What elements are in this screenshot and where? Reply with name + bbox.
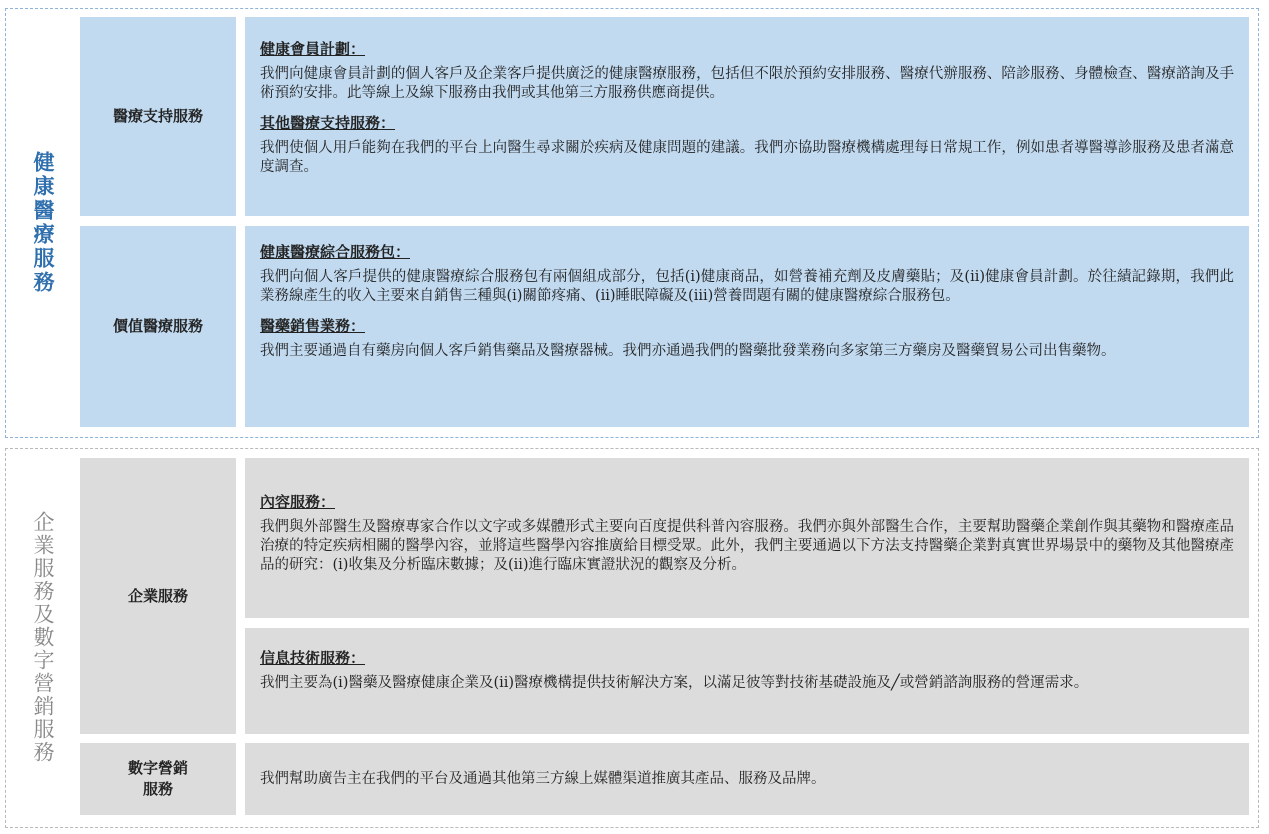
block-heading: 其他醫療支持服務：	[260, 114, 396, 132]
row-content-value-medical	[245, 226, 1249, 427]
block-heading: 醫藥銷售業務：	[260, 317, 366, 335]
block-text: 我們向健康會員計劃的個人客戶及企業客戶提供廣泛的健康醫療服務，包括但不限於預約安排服務、醫療代辦服務、陪診服務、身體檢查、醫療諮詢及手術預約安排。此等線上及線下服務由我們或其他第三方服務供應商提供。	[260, 66, 1234, 101]
row-content-it-services	[245, 628, 1249, 734]
row-label-value-medical: 價值醫療服務	[80, 226, 236, 427]
block-text: 我們主要通過自有藥房向個人客戶銷售藥品及醫療器械。我們亦通過我們的醫藥批發業務向多家第三方藥房及醫藥貿易公司出售藥物。	[260, 343, 1116, 359]
row-label-digital-marketing	[80, 743, 236, 815]
block-text: 我們向個人客戶提供的健康醫療綜合服務包有兩個組成部分，包括(i)健康商品，如營養補充劑及皮膚藥貼；及(ii)健康會員計劃。於往績記錄期，我們此業務線產生的收入主要來自銷售三種與(i)關節疼痛、(ii)睡眠障礙及(iii)營養問題有關的健康醫療綜合服務包。	[260, 269, 1234, 304]
block-text: 我們主要為(i)醫藥及醫療健康企業及(ii)醫療機構提供技術解決方案，以滿足彼等對技術基礎設施及╱或營銷諮詢服務的營運需求。	[260, 675, 1089, 691]
section-title-enterprise: 企業服務及數字營銷服務	[31, 511, 55, 764]
block-text: 我們幫助廣告主在我們的平台及通過其他第三方線上媒體渠道推廣其產品、服務及品牌。	[260, 770, 826, 787]
block-heading: 信息技術服務：	[260, 649, 366, 667]
label-line: 服務	[142, 780, 173, 798]
row-content-digital-marketing	[245, 743, 1249, 815]
label-line: 數字營銷	[127, 759, 188, 777]
row-label-medical-support: 醫療支持服務	[80, 17, 236, 216]
block-heading: 健康會員計劃：	[260, 40, 366, 58]
row-content-medical-support	[245, 17, 1249, 216]
section-title-health: 健康醫療服務	[31, 150, 56, 295]
block-heading: 健康醫療綜合服務包：	[260, 243, 411, 261]
block-text: 我們與外部醫生及醫療專家合作以文字或多媒體形式主要向百度提供科普內容服務。我們亦與外部醫生合作，主要幫助醫藥企業創作與其藥物和醫療產品治療的特定疾病相關的醫學內容，並將這些醫學內容推廣給目標受眾。此外，我們主要通過以下方法支持醫藥企業對真實世界場景中的藥物及其他醫療產品的研究：(i)收集及分析臨床數據；及(ii)進行臨床實證狀況的觀察及分析。	[260, 519, 1234, 573]
block-text: 我們使個人用戶能夠在我們的平台上向醫生尋求關於疾病及健康問題的建議。我們亦協助醫療機構處理每日常規工作，例如患者導醫導診服務及患者滿意度調查。	[260, 140, 1234, 175]
row-label-enterprise: 企業服務	[80, 458, 236, 734]
row-content-content-services	[245, 458, 1249, 618]
block-heading: 內容服務：	[260, 493, 336, 511]
